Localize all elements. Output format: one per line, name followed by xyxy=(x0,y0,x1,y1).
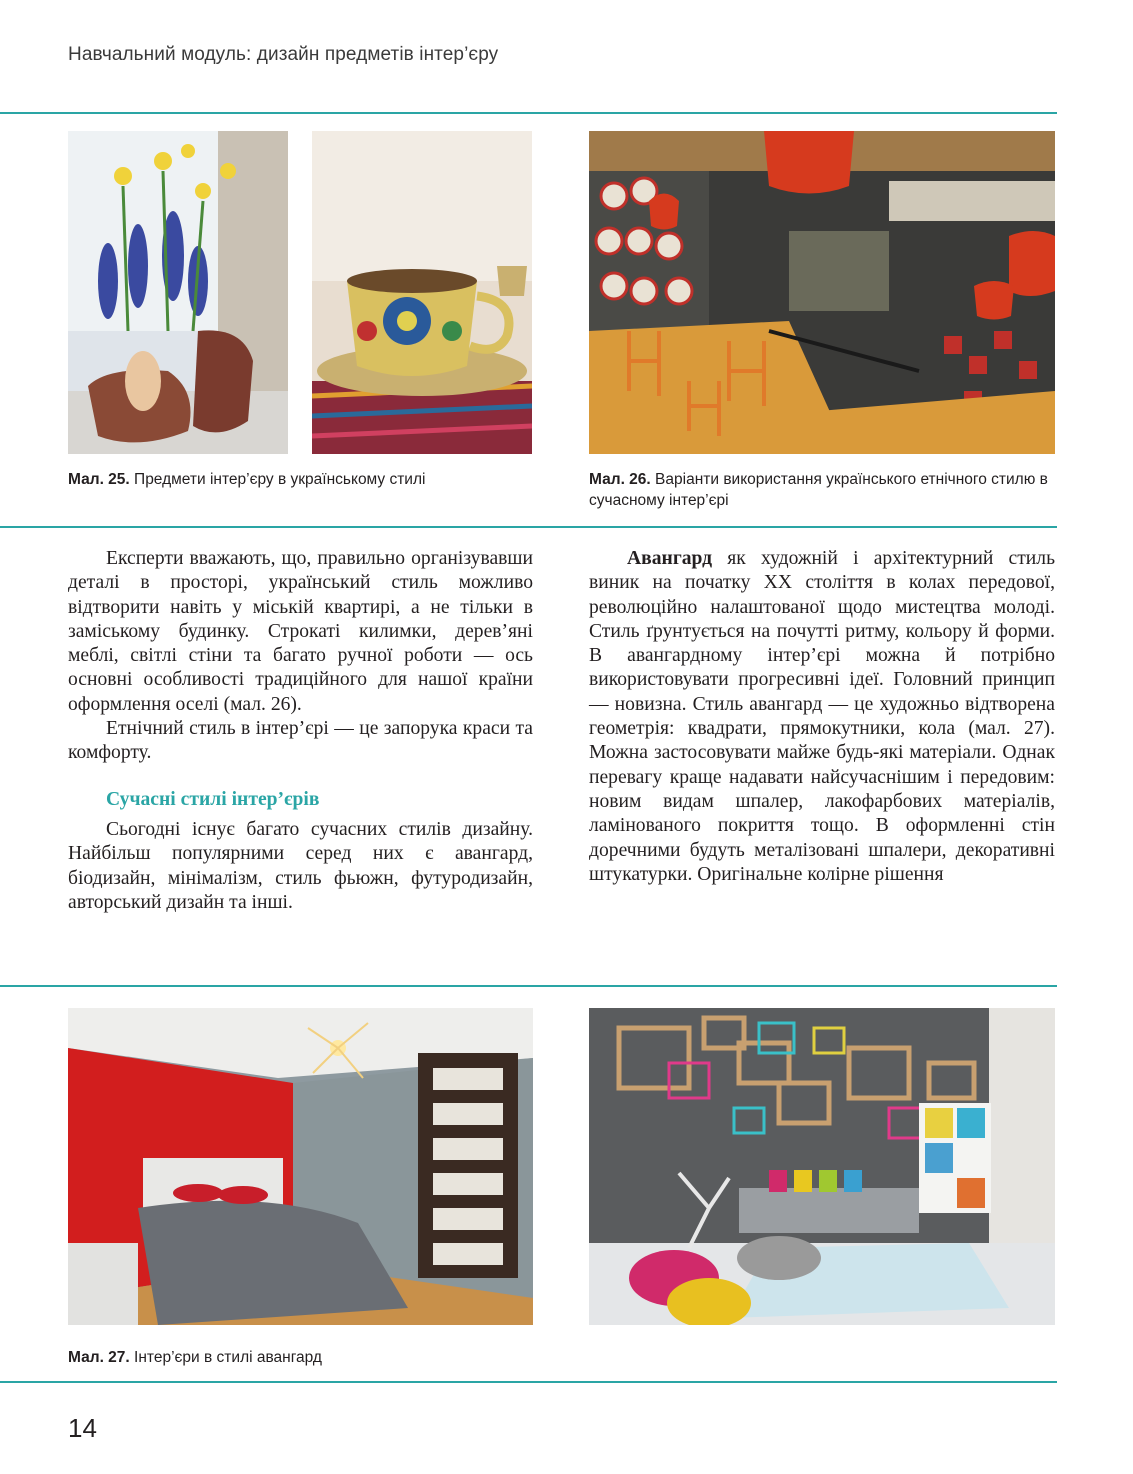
caption-fig27-label: Мал. 27. xyxy=(68,1349,130,1366)
section-rule-bottom xyxy=(0,985,1057,987)
header-rule xyxy=(0,112,1057,114)
caption-fig27 xyxy=(68,1347,668,1368)
running-header: Навчальний модуль: дизайн предметів інтер’єру xyxy=(68,44,499,65)
section-rule-top xyxy=(0,526,1057,528)
section-subheading: Сучасні стилі інтер’єрів xyxy=(106,788,320,810)
left-paragraph-2: Етнічний стиль в інтер’єрі — це запорука краси та комфорту. xyxy=(68,718,533,764)
page-number: 14 xyxy=(68,1413,97,1443)
caption-fig26-text: Варіанти використання українського етнічного стилю в сучасному інтер’єрі xyxy=(589,471,1048,509)
right-paragraph-1 xyxy=(589,547,1055,887)
photo-avantgarde-living-room xyxy=(589,1008,1055,1325)
photo-flowers-vase xyxy=(68,131,288,454)
caption-fig26 xyxy=(589,469,1055,511)
photo-painted-cup xyxy=(312,131,532,454)
photo-ethnic-cafe xyxy=(589,131,1055,454)
caption-fig25 xyxy=(68,469,538,490)
caption-fig25-text: Предмети інтер’єру в українському стилі xyxy=(134,471,426,488)
left-paragraph-3: Сьогодні існує багато сучасних стилів дизайну. Найбільш популярними серед них є авангард, біодизайн, мінімалізм, стиль фьюжн, футуродизайн, авторський дизайн та інші. xyxy=(68,818,533,913)
right-column xyxy=(589,547,1055,887)
caption-fig25-label: Мал. 25. xyxy=(68,471,130,488)
caption-fig27-text: Інтер’єри в стилі авангард xyxy=(134,1349,322,1366)
footer-rule xyxy=(0,1381,1057,1383)
right-paragraph-1-text: як художній і архітектурний стиль виник на початку ХХ століття в колах передової, революційно налаштованої щодо мистецтва молоді. Стиль ґрунтується на почутті ритму, кольору й форми. В авангардному інтер’єрі можна й потрібно використовувати прогресивні ідеї. Головний принцип — новизна. Стиль авангард — це художньо відтворена геометрія: квадрати, прямокутники, кола (мал. 27). Можна застосовувати майже будь-які матеріали. Однак перевагу краще надавати найсучаснішим і передовим: новим видам шпалер, лакофарбових матеріалів, ламінованого покриття тощо. В оформленні стін доречними будуть металізовані шпалери, декоративні штукатурки. Оригінальне колірне рішення xyxy=(589,548,1055,885)
photo-avantgarde-bedroom xyxy=(68,1008,533,1325)
left-paragraph-1: Експерти вважають, що, правильно організувавши деталі в просторі, український стиль можливо відтворити навіть у міській квартирі, а не тільки в заміському будинку. Строкаті килимки, дерев’яні меблі, світлі стіни та багато ручної роботи — ось основні особливості традиційного для нашої країни оформлення оселі (мал. 26). xyxy=(68,548,533,715)
left-column xyxy=(68,547,533,915)
caption-fig26-label: Мал. 26. xyxy=(589,471,651,488)
term-avangard: Авангард xyxy=(627,548,713,569)
